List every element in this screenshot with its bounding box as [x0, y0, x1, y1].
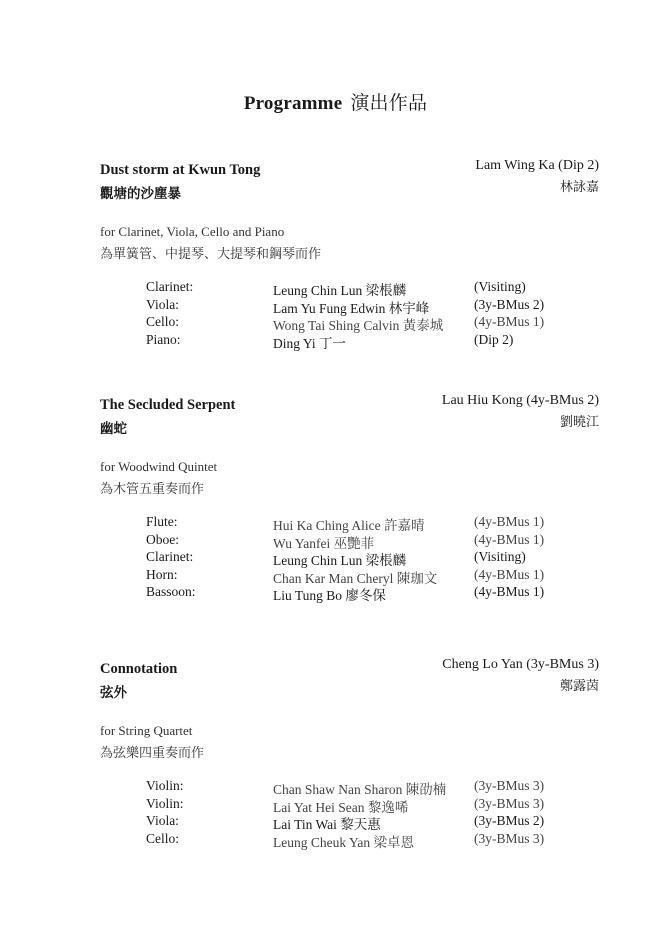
- performer-row: [0, 584, 671, 602]
- performer-name: Chan Shaw Nan Sharon 陳劭楠: [273, 782, 447, 797]
- performer-list: [0, 279, 671, 349]
- instrumentation-zh: 為弦樂四重奏而作: [100, 745, 205, 760]
- performer-name: Lai Tin Wai 黎天惠: [273, 817, 381, 833]
- performer-row: [0, 279, 671, 297]
- performer-year: (4y-BMus 1): [474, 514, 545, 529]
- performer-role: Viola:: [146, 813, 179, 829]
- performer-year: (Visiting): [474, 279, 526, 294]
- piece-title-zh: 觀塘的沙塵暴: [100, 186, 181, 201]
- performer-row: [0, 532, 671, 550]
- piece-title-en: Connotation: [100, 661, 178, 677]
- performer-name: Liu Tung Bo 廖冬保: [273, 588, 386, 604]
- performer-name: Hui Ka Ching Alice 許嘉晴: [273, 518, 425, 533]
- performer-name: Leung Chin Lun 梁棖麟: [273, 553, 407, 569]
- piece-title-zh: 幽蛇: [100, 421, 127, 436]
- performer-role: Cello:: [146, 314, 179, 330]
- piece-title-en: Dust storm at Kwun Tong: [100, 162, 261, 178]
- instrumentation-en: for Woodwind Quintet: [100, 459, 218, 474]
- composer-zh: 劉曉江: [559, 414, 599, 429]
- performer-row: [0, 514, 671, 532]
- piece-connotation: [0, 657, 671, 901]
- performer-role: Horn:: [146, 566, 178, 582]
- instrumentation-en: for Clarinet, Viola, Cello and Piano: [100, 224, 285, 239]
- page-title-zh: 演出作品: [350, 93, 428, 114]
- performer-row: [0, 314, 671, 332]
- performer-year: (4y-BMus 1): [474, 584, 545, 600]
- performer-year: (4y-BMus 1): [474, 314, 545, 330]
- performer-row: [0, 332, 671, 350]
- performer-list: [0, 514, 671, 602]
- performer-name: Wu Yanfei 巫艷菲: [273, 535, 375, 551]
- performer-role: Bassoon:: [146, 584, 196, 600]
- performer-list: [0, 778, 671, 848]
- performer-role: Cello:: [146, 830, 179, 846]
- composer-zh: 鄭露茵: [559, 678, 599, 693]
- performer-year: (3y-BMus 3): [474, 778, 545, 793]
- composer-en: Lam Wing Ka (Dip 2): [475, 158, 599, 173]
- performer-year: (Visiting): [474, 549, 526, 565]
- piece-secluded-serpent: [0, 393, 671, 637]
- performer-role: Piano:: [146, 331, 181, 347]
- performer-row: [0, 831, 671, 849]
- performer-name: Lam Yu Fung Edwin 林宇峰: [273, 300, 430, 316]
- page-title: [0, 88, 671, 115]
- composer-en: Cheng Lo Yan (3y-BMus 3): [442, 657, 599, 672]
- performer-row: [0, 297, 671, 315]
- performer-name: Ding Yi 丁一: [273, 335, 347, 351]
- performer-name: Wong Tai Shing Calvin 黃泰城: [273, 318, 444, 334]
- performer-role: Oboe:: [146, 531, 179, 547]
- performer-row: [0, 549, 671, 567]
- instrumentation-en: for String Quartet: [100, 723, 193, 738]
- performer-year: (4y-BMus 1): [474, 531, 545, 547]
- performer-role: Violin:: [146, 778, 184, 793]
- instrumentation-zh: 為單簧管、中提琴、大提琴和鋼琴而作: [100, 246, 322, 261]
- performer-year: (Dip 2): [474, 331, 514, 347]
- composer-en: Lau Hiu Kong (4y-BMus 2): [441, 393, 599, 408]
- piece-title-zh: 弦外: [100, 685, 127, 700]
- performer-row: [0, 796, 671, 814]
- performer-name: Lai Yat Hei Sean 黎逸唏: [273, 799, 409, 815]
- performer-name: Chan Kar Man Cheryl 陳珈文: [273, 570, 438, 586]
- performer-year: (3y-BMus 2): [474, 813, 545, 829]
- instrumentation-zh: 為木管五重奏而作: [100, 481, 205, 496]
- piece-dust-storm: [0, 158, 671, 402]
- performer-row: [0, 778, 671, 796]
- performer-year: (4y-BMus 1): [474, 566, 545, 582]
- performer-role: Violin:: [146, 795, 184, 811]
- performer-year: (3y-BMus 2): [474, 296, 545, 312]
- performer-year: (3y-BMus 3): [474, 795, 545, 811]
- performer-name: Leung Chin Lun 梁棖麟: [273, 283, 407, 298]
- performer-year: (3y-BMus 3): [474, 830, 545, 846]
- composer-zh: 林詠嘉: [559, 179, 599, 194]
- performer-row: [0, 567, 671, 585]
- performer-row: [0, 813, 671, 831]
- page-title-en: Programme: [243, 93, 343, 114]
- performer-name: Leung Cheuk Yan 梁卓恩: [273, 834, 414, 850]
- performer-role: Clarinet:: [146, 549, 194, 565]
- performer-role: Clarinet:: [146, 279, 194, 294]
- performer-role: Flute:: [146, 514, 178, 529]
- piece-title-en: The Secluded Serpent: [100, 397, 236, 413]
- performer-role: Viola:: [146, 296, 179, 312]
